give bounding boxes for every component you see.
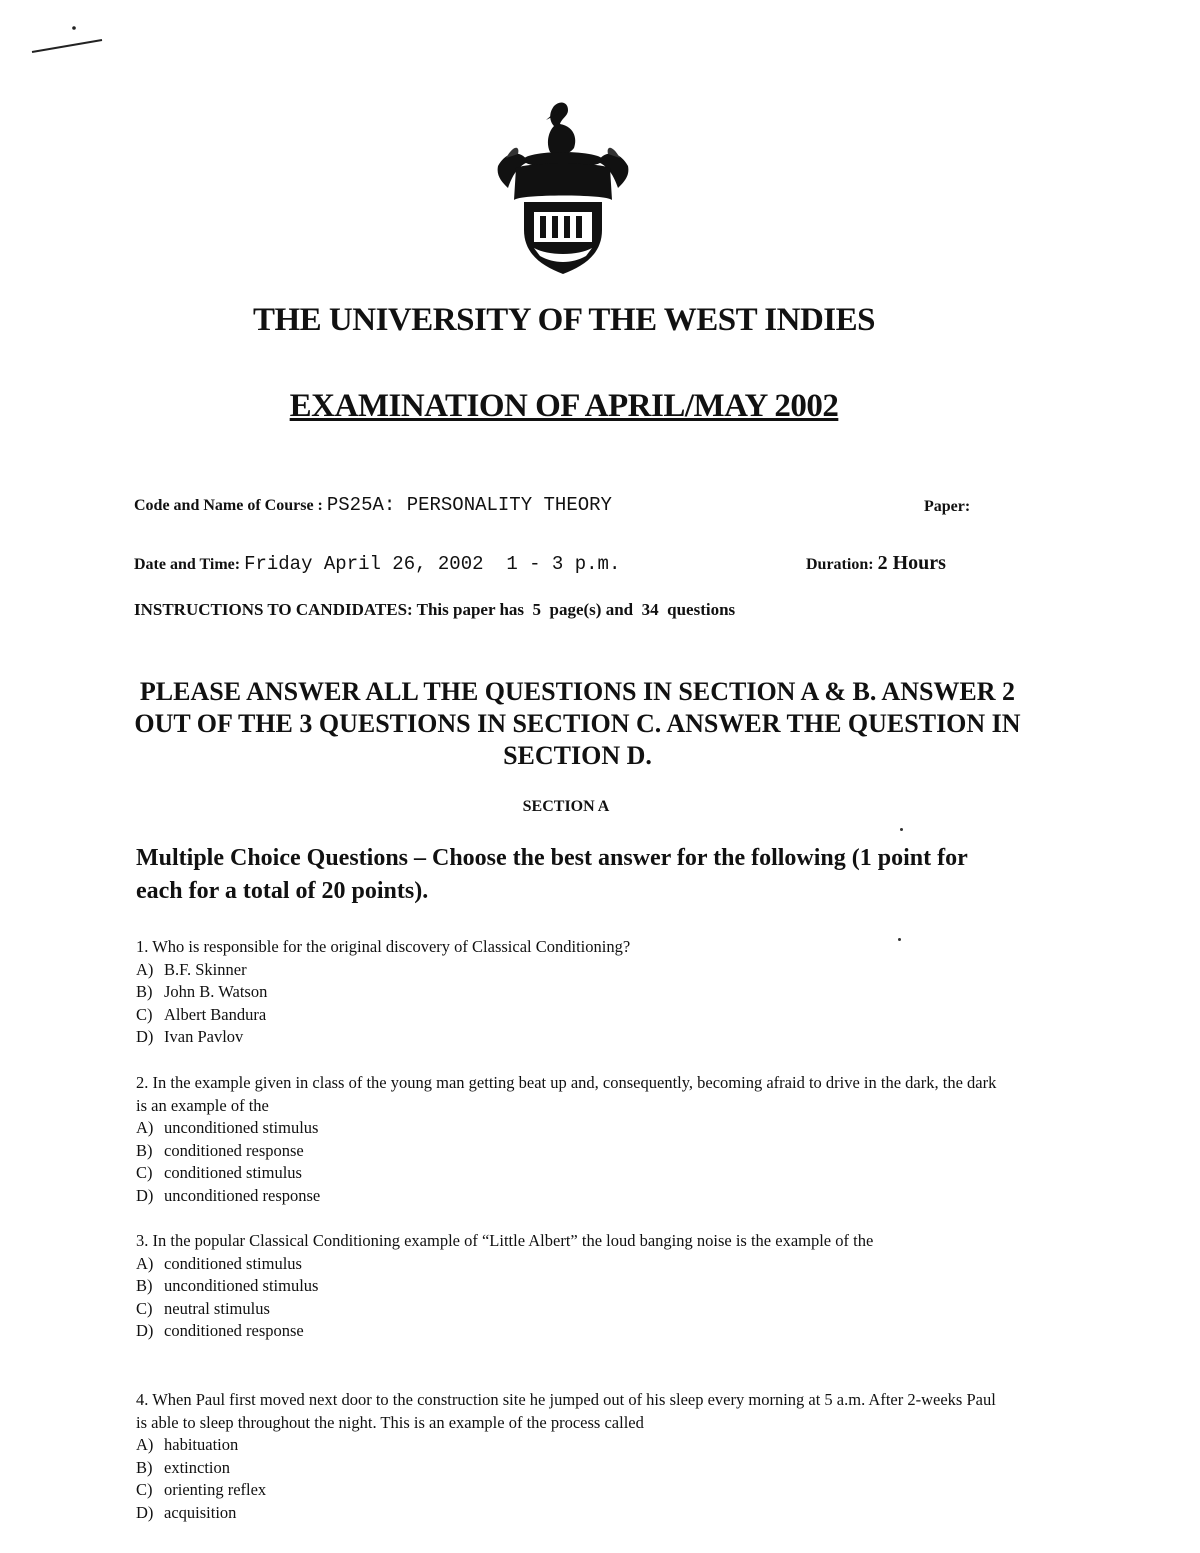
- duration-label: Duration:: [806, 556, 874, 573]
- option-text: acquisition: [164, 1502, 237, 1522]
- option-text: extinction: [164, 1457, 230, 1477]
- option-letter: A): [136, 1118, 154, 1137]
- option-item: [136, 1275, 1006, 1298]
- option-item: [136, 1434, 1006, 1457]
- option-text: neutral stimulus: [164, 1298, 270, 1318]
- option-letter: D): [136, 1321, 154, 1340]
- question-stem: 2. In the example given in class of the young man getting beat up and, consequently, becoming afraid to drive in the dark, the dark is an example of the: [136, 1073, 997, 1115]
- question-stem: 1. Who is responsible for the original discovery of Classical Conditioning?: [136, 937, 631, 956]
- duration-row: [806, 552, 946, 575]
- option-item: [136, 1004, 1006, 1027]
- question-stem: 3. In the popular Classical Conditioning example of “Little Albert” the loud banging noise is the example of the: [136, 1231, 874, 1250]
- option-letter: B): [136, 1457, 153, 1477]
- scan-speck: [900, 828, 903, 831]
- option-item: [136, 1140, 1006, 1163]
- question-stem: 4. When Paul first moved next door to the construction site he jumped out of his sleep every morning at 5 a.m. After 2-weeks Paul is able to sleep throughout the night. This is an example of the process called: [136, 1390, 996, 1432]
- course-value: PS25A: PERSONALITY THEORY: [326, 494, 612, 516]
- university-crest-icon: [488, 96, 638, 281]
- option-text: Ivan Pavlov: [164, 1027, 244, 1046]
- option-letter: A): [136, 1435, 154, 1454]
- option-item: [136, 1185, 1006, 1208]
- option-letter: D): [136, 1502, 154, 1522]
- option-item: [136, 1253, 1006, 1276]
- date-row: [134, 553, 620, 575]
- option-item: [136, 981, 1006, 1004]
- option-text: unconditioned stimulus: [164, 1118, 319, 1137]
- option-item: [136, 1026, 1006, 1049]
- option-text: conditioned stimulus: [164, 1253, 302, 1273]
- option-text: orienting reflex: [164, 1480, 267, 1499]
- option-list: [136, 1117, 1006, 1207]
- option-letter: B): [136, 1276, 153, 1295]
- option-letter: C): [136, 1298, 153, 1318]
- option-letter: C): [136, 1004, 153, 1024]
- option-text: unconditioned stimulus: [164, 1276, 319, 1295]
- option-text: conditioned stimulus: [164, 1163, 302, 1182]
- option-text: unconditioned response: [164, 1185, 321, 1205]
- option-letter: A): [136, 959, 154, 979]
- date-label: Date and Time:: [134, 556, 241, 573]
- instructions: INSTRUCTIONS TO CANDIDATES: This paper has 5 page(s) and 34 questions: [134, 600, 736, 619]
- option-item: [136, 1162, 1006, 1185]
- question-3: [136, 1230, 1006, 1343]
- course-label: Code and Name of Course :: [134, 497, 323, 514]
- scan-speck: [898, 938, 901, 941]
- option-text: conditioned response: [164, 1321, 304, 1340]
- stray-pen-mark: [30, 20, 110, 60]
- option-letter: A): [136, 1253, 154, 1273]
- option-letter: C): [136, 1480, 153, 1499]
- option-item: [136, 1479, 1006, 1502]
- option-text: John B. Watson: [164, 982, 268, 1001]
- option-item: [136, 1457, 1006, 1480]
- answer-instructions: PLEASE ANSWER ALL THE QUESTIONS IN SECTION A & B. ANSWER 2 OUT OF THE 3 QUESTIONS IN SECTION C. ANSWER THE QUESTION IN SECTION D.: [134, 677, 1021, 770]
- question-1: [136, 936, 1006, 1049]
- option-letter: B): [136, 1140, 153, 1160]
- duration-value: 2 Hours: [877, 552, 946, 574]
- option-letter: C): [136, 1163, 153, 1182]
- option-item: [136, 1298, 1006, 1321]
- option-item: [136, 1117, 1006, 1140]
- option-list: [136, 1434, 1006, 1524]
- option-list: [136, 1253, 1006, 1343]
- option-text: B.F. Skinner: [164, 959, 247, 979]
- section-title: SECTION A: [522, 798, 610, 815]
- question-2: [136, 1072, 1006, 1207]
- date-value: Friday April 26, 2002 1 - 3 p.m.: [244, 553, 621, 575]
- exam-title: EXAMINATION OF APRIL/MAY 2002: [289, 388, 839, 424]
- course-row: [134, 494, 612, 516]
- university-title: THE UNIVERSITY OF THE WEST INDIES: [252, 302, 876, 338]
- paper-label: Paper:: [924, 498, 971, 515]
- option-item: [136, 1320, 1006, 1343]
- mcq-heading: Multiple Choice Questions – Choose the best answer for the following (1 point for each for a total of 20 points).: [136, 845, 968, 904]
- option-letter: D): [136, 1027, 154, 1046]
- option-letter: D): [136, 1185, 154, 1205]
- option-list: [136, 959, 1006, 1049]
- option-text: habituation: [164, 1435, 239, 1454]
- option-item: [136, 1502, 1006, 1525]
- question-4: [136, 1389, 1006, 1524]
- option-text: conditioned response: [164, 1140, 304, 1160]
- option-letter: B): [136, 982, 153, 1001]
- option-text: Albert Bandura: [164, 1004, 267, 1024]
- option-item: [136, 959, 1006, 982]
